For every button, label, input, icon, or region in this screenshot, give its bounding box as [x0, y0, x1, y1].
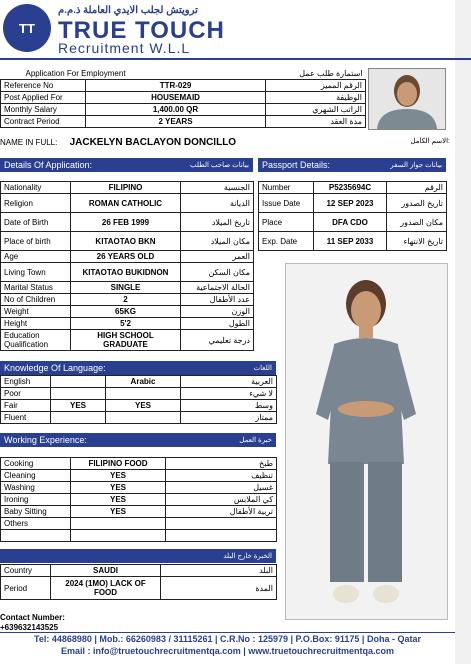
- company-logo: TT: [3, 4, 51, 52]
- row-label-ar: [166, 518, 277, 530]
- row-label-ar: لا شيء: [181, 388, 277, 400]
- row-value: KITAOTAO BKN: [71, 232, 181, 251]
- language-title: Knowledge Of Language:: [4, 363, 106, 373]
- row-value: YES: [71, 482, 166, 494]
- row-label: Baby Sitting: [1, 506, 71, 518]
- row-value: ROMAN CATHOLIC: [71, 194, 181, 213]
- details-section-header: [0, 158, 253, 172]
- row-label: Place: [259, 213, 314, 232]
- table-row: [1, 318, 254, 330]
- table-row: [259, 232, 447, 251]
- row-label-ar: تربية الأطفال: [166, 506, 277, 518]
- row-label: Place of birth: [1, 232, 71, 251]
- row-value: 26 FEB 1999: [71, 213, 181, 232]
- row-label: Date of Birth: [1, 213, 71, 232]
- row-label: Height: [1, 318, 71, 330]
- abroad-table: [0, 564, 277, 600]
- row-label-ar: وسط: [181, 400, 277, 412]
- table-row: [1, 330, 254, 351]
- row-label: Period: [1, 577, 51, 600]
- row-value: YES: [71, 470, 166, 482]
- contact-number-label: Contact Number:: [0, 613, 65, 622]
- application-title-ar: استمارة طلب عمل: [299, 69, 363, 78]
- row-value: YES: [71, 506, 166, 518]
- header-divider: [0, 58, 471, 60]
- row-value: [71, 518, 166, 530]
- company-subtitle: Recruitment W.L.L: [58, 40, 191, 56]
- portrait-illustration: [369, 69, 445, 129]
- row-value: HIGH SCHOOL GRADUATE: [71, 330, 181, 351]
- footer-web-line: Email : info@truetouchrecruitmentqa.com | www.truetouchrecruitmentqa.com: [60, 646, 394, 656]
- row-label-ar: الوظيفة: [266, 92, 366, 104]
- table-row: [259, 213, 447, 232]
- details-table: [0, 181, 254, 351]
- row-label-ar: الرقم المميز: [266, 80, 366, 92]
- contact-number-value: +639632143525: [0, 623, 59, 632]
- table-row: [1, 458, 277, 470]
- row-label: Age: [1, 251, 71, 263]
- row-label: English: [1, 376, 51, 388]
- table-row: [1, 376, 277, 388]
- row-label-ar: الطول: [181, 318, 254, 330]
- row-label: Exp. Date: [259, 232, 314, 251]
- row-label-ar: مكان الصدور: [387, 213, 447, 232]
- row-label-ar: تنظيف: [166, 470, 277, 482]
- row-label: Number: [259, 182, 314, 194]
- english-level: YES: [51, 400, 106, 412]
- row-value: FILIPINO: [71, 182, 181, 194]
- table-row: [1, 182, 254, 194]
- row-label-ar: عدد الأطفال: [181, 294, 254, 306]
- row-value: FILIPINO FOOD: [71, 458, 166, 470]
- table-row: [259, 194, 447, 213]
- passport-title: Passport Details:: [262, 160, 331, 170]
- row-label: Post Applied For: [1, 92, 86, 104]
- table-row: [1, 213, 254, 232]
- table-row: [1, 306, 254, 318]
- arabic-level: [106, 388, 181, 400]
- table-row: [1, 577, 277, 600]
- row-value: 26 YEARS OLD: [71, 251, 181, 263]
- row-label: Others: [1, 518, 71, 530]
- company-name: TRUE TOUCH: [58, 17, 225, 44]
- table-row: [1, 412, 277, 424]
- row-value: 2024 (1MO) LACK OF FOOD: [51, 577, 161, 600]
- table-row: [1, 388, 277, 400]
- passport-section-header: [258, 158, 446, 172]
- row-value: KITAOTAO BUKIDNON: [71, 263, 181, 282]
- row-label: Marital Status: [1, 282, 71, 294]
- row-label: No of Children: [1, 294, 71, 306]
- row-label-ar: المدة: [161, 577, 277, 600]
- table-row: [1, 565, 277, 577]
- page-edge: [455, 0, 471, 664]
- experience-section-header: [0, 433, 276, 447]
- table-row: [1, 251, 254, 263]
- row-label-ar: الرقم: [387, 182, 447, 194]
- full-name-row: [0, 137, 452, 149]
- english-level: [51, 376, 106, 388]
- row-label-ar: الديانة: [181, 194, 254, 213]
- row-label: Monthly Salary: [1, 104, 86, 116]
- experience-title: Working Experience:: [4, 435, 87, 445]
- row-label-ar: مدة العقد: [266, 116, 366, 128]
- row-label: Contract Period: [1, 116, 86, 128]
- application-title: Application For Employment: [25, 69, 126, 78]
- row-label: Religion: [1, 194, 71, 213]
- details-title-ar: بيانات صاحب الطلب: [189, 162, 249, 169]
- row-value: 2: [71, 294, 181, 306]
- table-row: [1, 530, 277, 542]
- row-value: SINGLE: [71, 282, 181, 294]
- row-label: Country: [1, 565, 51, 577]
- english-level: [51, 388, 106, 400]
- experience-title-ar: خبرة العمل: [239, 437, 272, 444]
- row-label-ar: البلد: [161, 565, 277, 577]
- row-label: Fair: [1, 400, 51, 412]
- row-label: Washing: [1, 482, 71, 494]
- english-level: [51, 412, 106, 424]
- row-label: Issue Date: [259, 194, 314, 213]
- abroad-section-header: [0, 549, 276, 563]
- row-label-ar: تاريخ الانتهاء: [387, 232, 447, 251]
- experience-table: [0, 457, 277, 542]
- row-label: Fluent: [1, 412, 51, 424]
- row-label-ar: تاريخ الصدور: [387, 194, 447, 213]
- row-label-ar: غسيل: [166, 482, 277, 494]
- row-value: 11 SEP 2033: [314, 232, 387, 251]
- row-label-ar: الراتب الشهري: [266, 104, 366, 116]
- footer-divider: [0, 632, 455, 633]
- table-row: [1, 116, 366, 128]
- table-row: [1, 263, 254, 282]
- applicant-portrait-photo: [368, 68, 446, 130]
- row-label-ar: الحالة الاجتماعية: [181, 282, 254, 294]
- full-name-value: JACKELYN BACLAYON DONCILLO: [69, 137, 237, 148]
- table-row: [1, 232, 254, 251]
- row-value: YES: [71, 494, 166, 506]
- row-value: SAUDI: [51, 565, 161, 577]
- table-row: [1, 518, 277, 530]
- row-value: DFA CDO: [314, 213, 387, 232]
- row-label-ar: درجة تعليمي: [181, 330, 254, 351]
- row-value: HOUSEMAID: [86, 92, 266, 104]
- row-label-ar: العربية: [181, 376, 277, 388]
- row-label: Weight: [1, 306, 71, 318]
- row-label-ar: الجنسية: [181, 182, 254, 194]
- table-row: [1, 282, 254, 294]
- row-label-ar: مكان الميلاد: [181, 232, 254, 251]
- row-label: Living Town: [1, 263, 71, 282]
- footer-contact-line: Tel: 44868980 | Mob.: 66260983 / 31115261 | C.R.No : 125979 | P.O.Box: 91175 | Doha - Qatar: [34, 634, 421, 644]
- arabic-level: [106, 412, 181, 424]
- row-value: 5'2: [71, 318, 181, 330]
- row-label: Ironing: [1, 494, 71, 506]
- row-label-ar: الوزن: [181, 306, 254, 318]
- table-row: [1, 80, 366, 92]
- table-row: [1, 294, 254, 306]
- row-label-ar: العمر: [181, 251, 254, 263]
- row-label-ar: تاريخ الميلاد: [181, 213, 254, 232]
- row-label: Cleaning: [1, 470, 71, 482]
- table-row: [1, 400, 277, 412]
- row-value: 1,400.00 QR: [86, 104, 266, 116]
- language-table: [0, 375, 277, 424]
- passport-table: [258, 181, 447, 251]
- language-section-header: [0, 361, 276, 375]
- row-label-ar: مكان السكن: [181, 263, 254, 282]
- table-row: [1, 470, 277, 482]
- row-value: 65KG: [71, 306, 181, 318]
- table-row: [1, 506, 277, 518]
- full-name-label: NAME IN FULL:: [0, 138, 58, 147]
- row-label: Reference No: [1, 80, 86, 92]
- arabic-level: YES: [106, 400, 181, 412]
- row-label: Cooking: [1, 458, 71, 470]
- company-name-arabic: ترويتش لجلب الايدي العاملة ذ.م.م: [58, 5, 198, 16]
- row-value: TTR-029: [86, 80, 266, 92]
- table-row: [1, 482, 277, 494]
- row-label-ar: ممتاز: [181, 412, 277, 424]
- table-row: [1, 194, 254, 213]
- full-name-label-ar: الاسم الكامل:: [410, 138, 450, 145]
- table-row: [1, 92, 366, 104]
- application-title-row: [1, 68, 366, 80]
- table-row: [259, 182, 447, 194]
- row-value: P5235694C: [314, 182, 387, 194]
- row-label: Education Qualification: [1, 330, 71, 351]
- details-title: Details Of Application:: [4, 160, 93, 170]
- applicant-full-body-photo: [285, 263, 448, 620]
- row-value: 12 SEP 2023: [314, 194, 387, 213]
- abroad-title-ar: الخبرة خارج البلد: [223, 553, 272, 560]
- row-label: Poor: [1, 388, 51, 400]
- table-row: [1, 494, 277, 506]
- row-label: Nationality: [1, 182, 71, 194]
- table-row: [1, 104, 366, 116]
- row-label-ar: كي الملابس: [166, 494, 277, 506]
- language-title-ar: اللغات: [253, 365, 272, 372]
- row-value: 2 YEARS: [86, 116, 266, 128]
- application-table: [0, 68, 366, 128]
- passport-title-ar: بيانات جواز السفر: [390, 162, 442, 169]
- full-body-illustration: [286, 264, 447, 619]
- row-label-ar: طبخ: [166, 458, 277, 470]
- arabic-level: Arabic: [106, 376, 181, 388]
